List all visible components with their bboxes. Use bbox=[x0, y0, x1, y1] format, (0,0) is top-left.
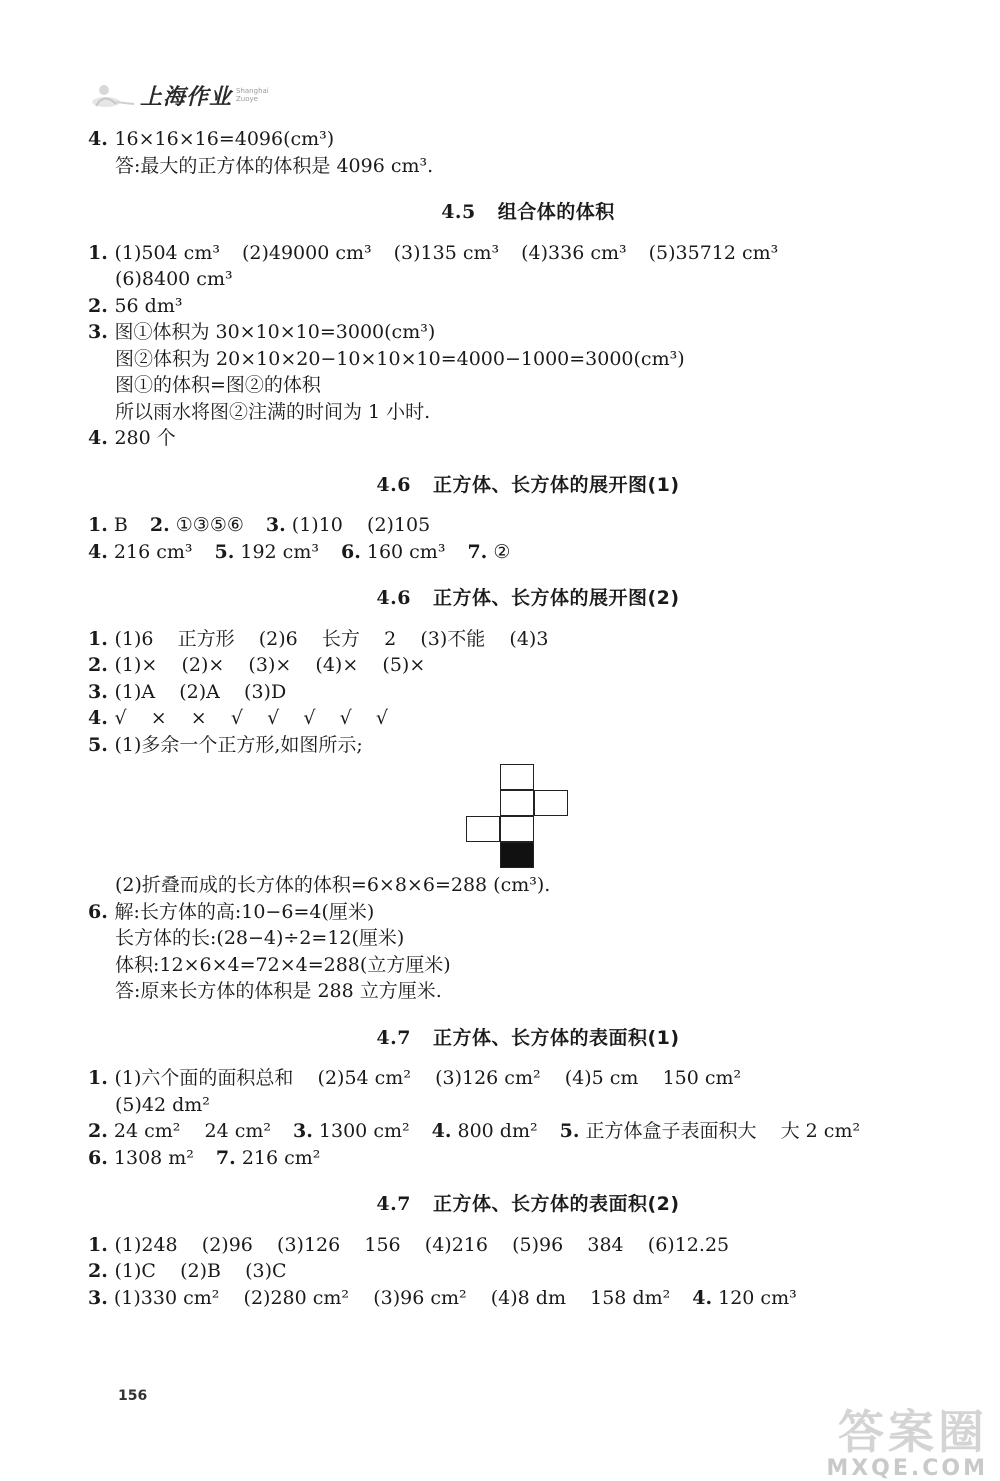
answer-line: 1. B 2. ①③⑤⑥ 3. (1)10 (2)105 bbox=[88, 514, 431, 536]
section-heading: 4.6 正方体、长方体的展开图(1) bbox=[376, 473, 680, 496]
watermark-text: 答案圈 bbox=[838, 1405, 988, 1459]
net-cell bbox=[466, 816, 500, 842]
section-heading: 4.7 正方体、长方体的表面积(1) bbox=[376, 1026, 680, 1049]
net-cell bbox=[500, 764, 534, 790]
answer-line: 所以雨水将图②注满的时间为 1 小时. bbox=[115, 400, 431, 423]
answer-line: 4. 280 个 bbox=[88, 427, 176, 449]
net-cell bbox=[534, 790, 568, 816]
answer-content bbox=[88, 126, 928, 1311]
answer-line: 6. 解:长方体的高:10−6=4(厘米) bbox=[88, 900, 375, 923]
section-heading: 4.7 正方体、长方体的表面积(2) bbox=[376, 1193, 680, 1215]
answer-line: 2. 24 cm² 24 cm² 3. 1300 cm² 4. 800 dm² 5. 正方体盒子表面积大 大 2 cm² bbox=[88, 1120, 861, 1142]
cuboid-net-figure bbox=[88, 764, 928, 868]
answer-line: 答:最大的正方体的体积是 4096 cm³. bbox=[115, 154, 434, 177]
answer-line: 答:原来长方体的体积是 288 立方厘米. bbox=[115, 980, 442, 1002]
cuboid-net-diagram bbox=[466, 764, 576, 868]
answer-line: 4. √ × × √ √ √ √ √ bbox=[88, 707, 389, 729]
answer-line: 3. (1)330 cm² (2)280 cm² (3)96 cm² (4)8 dm 158 dm² 4. 120 cm³ bbox=[88, 1286, 797, 1309]
answer-line: (5)42 dm² bbox=[115, 1093, 210, 1116]
answer-line: 1. (1)六个面的面积总和 (2)54 cm² (3)126 cm² (4)5 cm 150 cm² bbox=[88, 1067, 742, 1089]
answer-line: 2. 56 dm³ bbox=[88, 294, 183, 317]
answer-line: 2. (1)C (2)B (3)C bbox=[88, 1260, 287, 1282]
net-cell-extra bbox=[500, 842, 534, 868]
answer-line: 5. (1)多余一个正方形,如图所示; bbox=[88, 733, 363, 756]
answer-line: 4. 16×16×16=4096(cm³) bbox=[88, 128, 335, 150]
header-logo bbox=[90, 78, 276, 112]
answer-line: 3. 图①体积为 30×10×10=3000(cm³) bbox=[88, 321, 436, 343]
answer-line: 1. (1)504 cm³ (2)49000 cm³ (3)135 cm³ (4)336 cm³ (5)35712 cm³ bbox=[88, 241, 779, 264]
answer-line: 1. (1)248 (2)96 (3)126 156 (4)216 (5)96 384 (6)12.25 bbox=[88, 1233, 730, 1256]
answer-line: (6)8400 cm³ bbox=[115, 268, 233, 290]
answer-line: 1. (1)6 正方形 (2)6 长方 2 (3)不能 (4)3 bbox=[88, 627, 549, 650]
section-heading: 4.5 组合体的体积 bbox=[441, 201, 615, 223]
watermark bbox=[826, 1405, 988, 1481]
answer-line: 体积:12×6×4=72×4=288(立方厘米) bbox=[115, 953, 451, 976]
answer-line: (2)折叠而成的长方体的体积=6×8×6=288 (cm³). bbox=[115, 874, 551, 896]
answer-line: 6. 1308 m² 7. 216 cm² bbox=[88, 1146, 321, 1169]
answer-line: 图②体积为 20×10×20−10×10×10=4000−1000=3000(cm³) bbox=[115, 347, 685, 370]
page-number: 156 bbox=[118, 1388, 148, 1404]
answer-line: 图①的体积=图②的体积 bbox=[115, 374, 321, 396]
logo-subtext: Shanghai Zuoye bbox=[236, 87, 269, 103]
answer-line: 3. (1)A (2)A (3)D bbox=[88, 680, 287, 703]
watermark-url: MXQE.COM bbox=[826, 1456, 988, 1481]
answer-line: 长方体的长:(28−4)÷2=12(厘米) bbox=[115, 927, 405, 949]
logo-figure-icon bbox=[90, 80, 138, 110]
section-heading: 4.6 正方体、长方体的展开图(2) bbox=[376, 587, 680, 609]
logo-text: 上海作业 bbox=[140, 84, 233, 110]
net-cell bbox=[500, 790, 534, 816]
net-cell bbox=[500, 816, 534, 842]
answer-line: 2. (1)× (2)× (3)× (4)× (5)× bbox=[88, 654, 426, 676]
answer-line: 4. 216 cm³ 5. 192 cm³ 6. 160 cm³ 7. ② bbox=[88, 540, 511, 563]
